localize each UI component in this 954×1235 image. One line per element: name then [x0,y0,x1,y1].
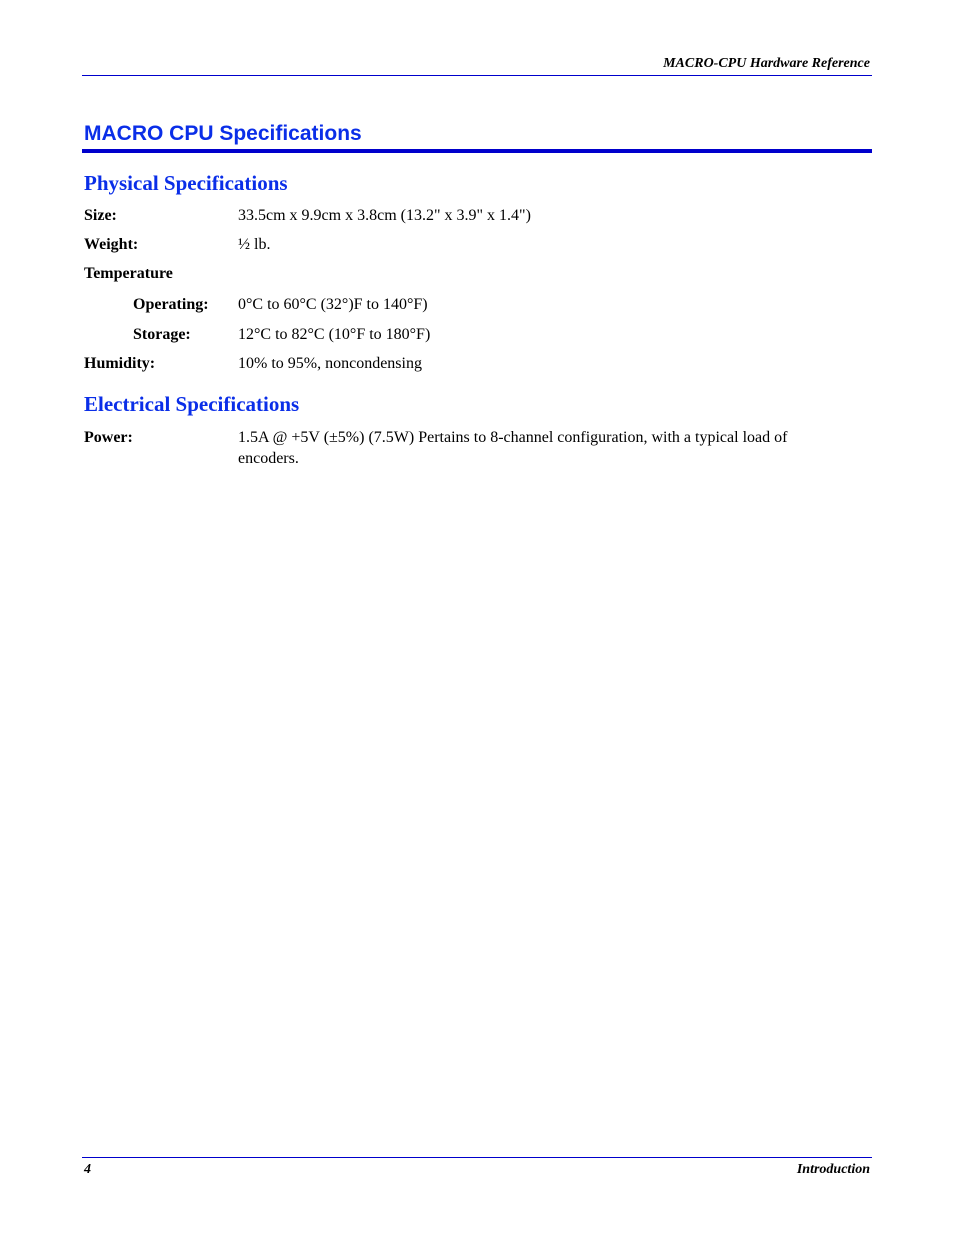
spec-value-weight: ½ lb. [238,236,271,253]
footer-rule [82,1157,872,1158]
spec-value-operating: 0°C to 60°C (32°)F to 140°F) [238,296,428,313]
spec-label-operating: Operating: [133,296,209,313]
spec-label-storage: Storage: [133,326,191,343]
spec-label-size: Size: [84,207,117,224]
section-rule [82,149,872,153]
spec-value-humidity: 10% to 95%, noncondensing [238,355,422,372]
spec-label-humidity: Humidity: [84,355,156,372]
spec-value-power: 1.5A @ +5V (±5%) (7.5W) Pertains to 8-channel configuration, with a typical load of encoders. [238,429,788,467]
running-header-title: MACRO-CPU Hardware Reference [663,56,870,71]
physical-specifications-heading: Physical Specifications [84,171,288,195]
spec-label-weight: Weight: [84,236,139,253]
electrical-specifications-heading: Electrical Specifications [84,392,300,416]
footer-chapter-title: Introduction [796,1162,870,1177]
page-number: 4 [84,1162,91,1177]
spec-label-power: Power: [84,429,133,446]
section-title: MACRO CPU Specifications [84,122,362,145]
header-rule [82,75,872,76]
spec-value-size: 33.5cm x 9.9cm x 3.8cm (13.2" x 3.9" x 1.4") [238,207,531,224]
spec-value-storage: 12°C to 82°C (10°F to 180°F) [238,326,431,343]
spec-label-temperature: Temperature [84,265,173,282]
